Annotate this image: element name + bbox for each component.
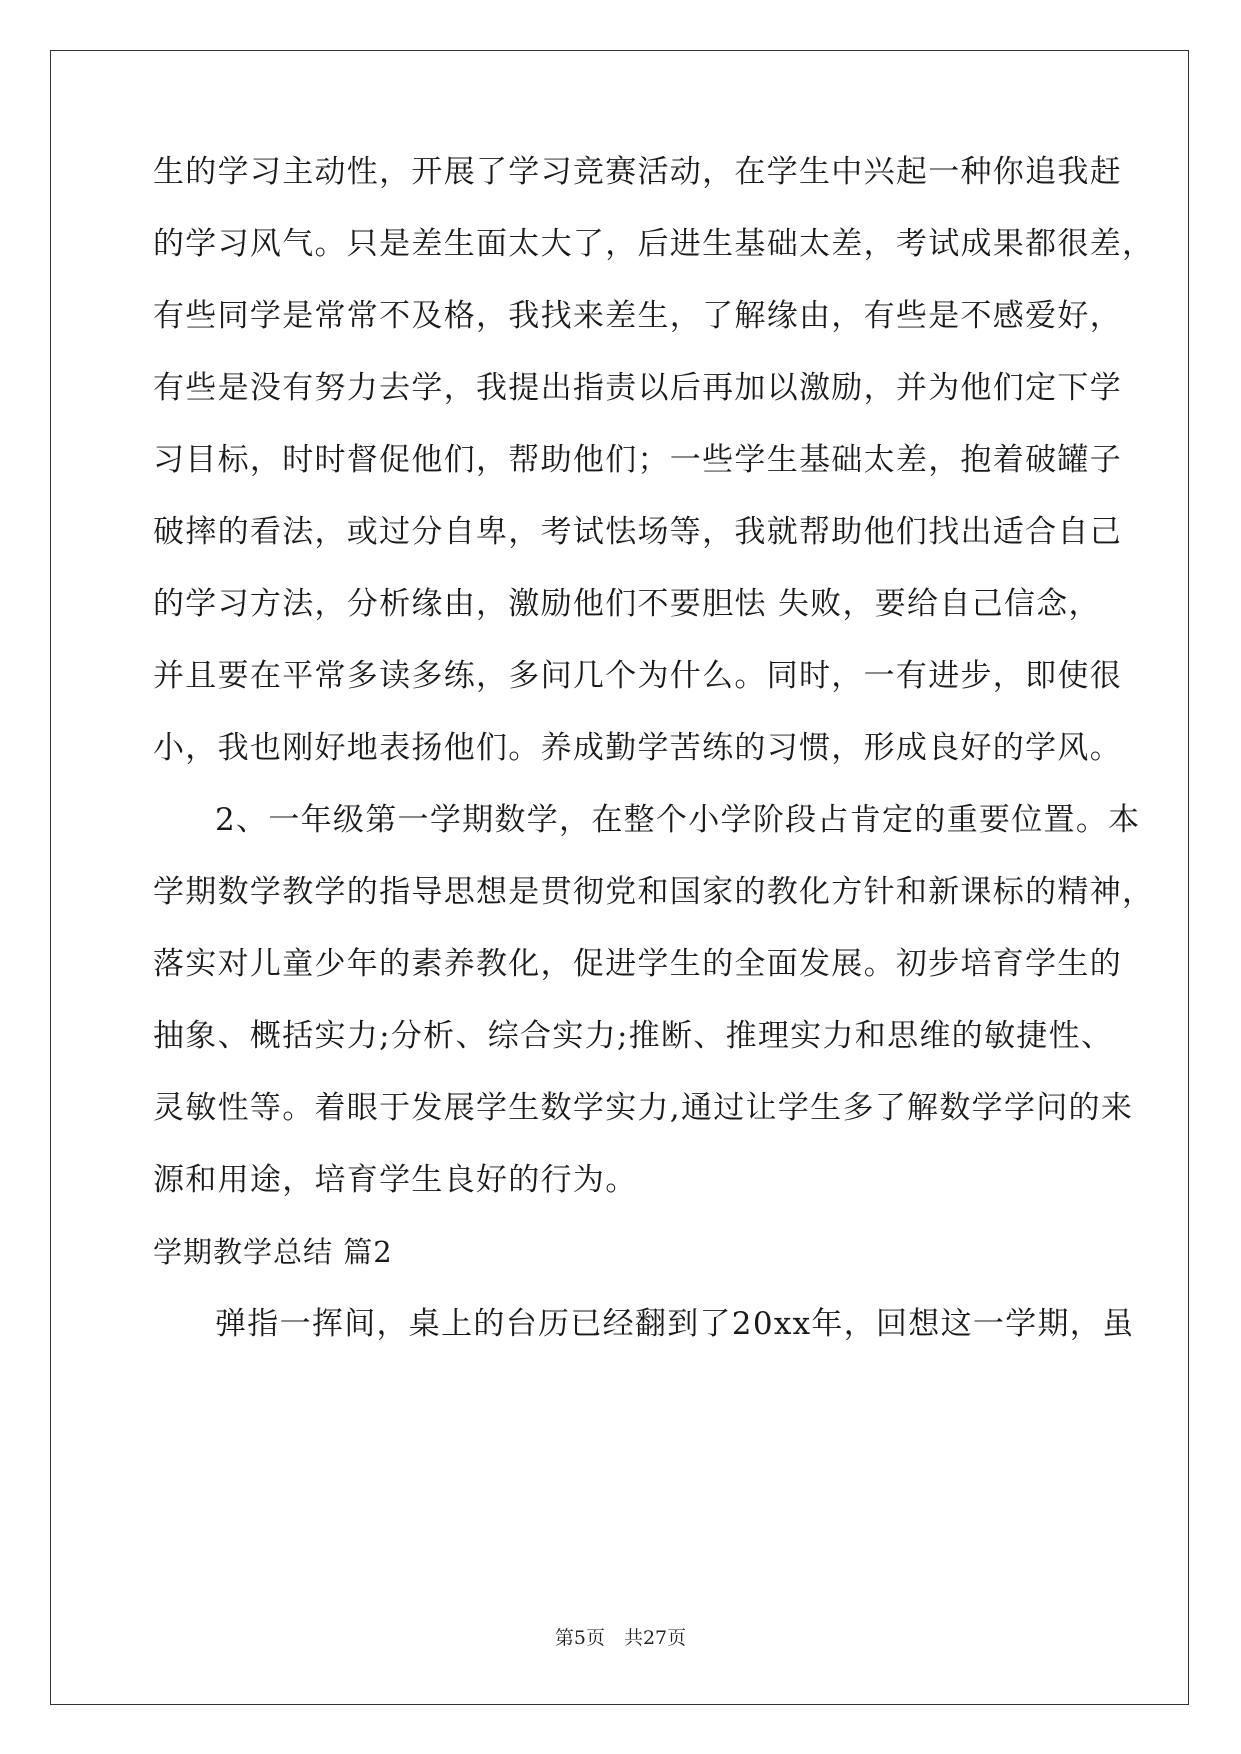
body-line-2: 的学习风气。只是差生面太大了，后进生基础太差，考试成果都很差， [153, 226, 1155, 262]
body-line-1: 生的学习主动性，开展了学习竞赛活动，在学生中兴起一种你追我赶 [153, 154, 1122, 190]
section-heading: 学期教学总结 篇2 [153, 1235, 393, 1269]
body-line-4: 有些是没有努力去学，我提出指责以后再加以激励，并为他们定下学 [153, 370, 1122, 406]
body-line-13: 抽象、概括实力;分析、综合实力;推断、推理实力和思维的敏捷性、 [153, 1018, 1114, 1054]
body-line-16: 弹指一挥间，桌上的台历已经翻到了20xx年，回想这一学期，虽 [215, 1306, 1135, 1342]
body-line-7: 的学习方法，分析缘由，激励他们不要胆怯 失败，要给自己信念， [153, 586, 1101, 622]
body-line-6: 破摔的看法，或过分自卑，考试怯场等，我就帮助他们找出适合自己 [153, 514, 1122, 550]
body-line-9: 小，我也刚好地表扬他们。养成勤学苦练的习惯，形成良好的学风。 [153, 730, 1122, 766]
body-line-14: 灵敏性等。着眼于发展学生数学实力,通过让学生多了解数学学问的来 [153, 1090, 1134, 1126]
body-line-10: 2、一年级第一学期数学，在整个小学阶段占肯定的重要位置。本 [215, 802, 1141, 838]
page-number-footer: 第5页 共27页 [554, 1627, 687, 1649]
body-line-12: 落实对儿童少年的素养教化，促进学生的全面发展。初步培育学生的 [153, 946, 1122, 982]
body-line-11: 学期数学教学的指导思想是贯彻党和国家的教化方针和新课标的精神， [153, 874, 1155, 910]
body-line-5: 习目标，时时督促他们，帮助他们；一些学生基础太差，抱着破罐子 [153, 442, 1122, 478]
body-line-8: 并且要在平常多读多练，多问几个为什么。同时，一有进步，即使很 [153, 658, 1122, 694]
body-line-3: 有些同学是常常不及格，我找来差生，了解缘由，有些是不感爱好， [153, 298, 1122, 334]
body-line-15: 源和用途，培育学生良好的行为。 [153, 1162, 638, 1198]
